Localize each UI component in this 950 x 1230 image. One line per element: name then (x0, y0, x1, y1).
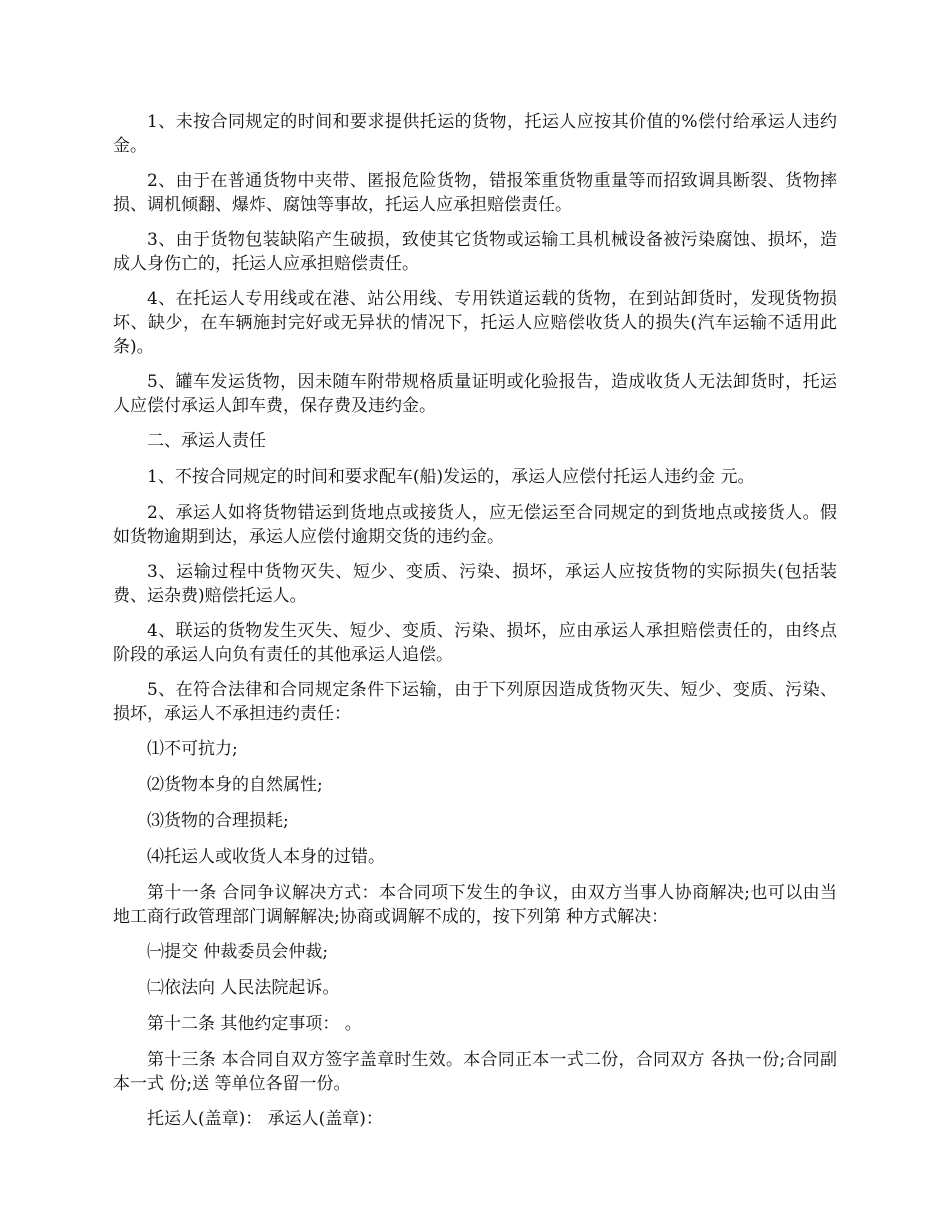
clause-paragraph: 2、由于在普通货物中夹带、匿报危险货物，错报笨重货物重量等而招致调具断裂、货物摔损、调机倾翻、爆炸、腐蚀等事故，托运人应承担赔偿责任。 (113, 171, 837, 215)
clause-paragraph: 3、运输过程中货物灭失、短少、变质、污染、损坏，承运人应按货物的实际损失(包括装费、运杂费)赔偿托运人。 (113, 562, 837, 606)
list-item: ㈠提交 仲裁委员会仲裁; (147, 942, 329, 962)
document-body (113, 110, 837, 1143)
clause-paragraph: 第十二条 其他约定事项： 。 (147, 1014, 362, 1034)
list-item: ⑶货物的合理损耗; (147, 811, 289, 831)
list-item: ⑴不可抗力; (147, 739, 238, 759)
list-item: ⑵货物本身的自然属性; (147, 775, 323, 795)
clause-paragraph: 4、联运的货物发生灭失、短少、变质、污染、损坏，应由承运人承担赔偿责任的，由终点阶段的承运人向负有责任的其他承运人追偿。 (113, 621, 837, 665)
clause-paragraph: 4、在托运人专用线或在港、站公用线、专用铁道运载的货物，在到站卸货时，发现货物损坏、缺少，在车辆施封完好或无异状的情况下，托运人应赔偿收货人的损失(汽车运输不适用此条)。 (113, 289, 837, 357)
clause-paragraph: 第十三条 本合同自双方签字盖章时生效。本合同正本一式二份，合同双方 各执一份;合同副本一式 份;送 等单位各留一份。 (113, 1050, 837, 1094)
clause-paragraph: 5、罐车发运货物，因未随车附带规格质量证明或化验报告，造成收货人无法卸货时，托运人应偿付承运人卸车费，保存费及违约金。 (113, 372, 837, 416)
clause-paragraph: 第十一条 合同争议解决方式：本合同项下发生的争议，由双方当事人协商解决;也可以由当地工商行政管理部门调解解决;协商或调解不成的，按下列第 种方式解决： (113, 883, 837, 927)
clause-paragraph: 2、承运人如将货物错运到货地点或接货人，应无偿运至合同规定的到货地点或接货人。假如货物逾期到达，承运人应偿付逾期交货的违约金。 (113, 503, 837, 547)
clause-paragraph: 3、由于货物包装缺陷产生破损，致使其它货物或运输工具机械设备被污染腐蚀、损坏，造成人身伤亡的，托运人应承担赔偿责任。 (113, 230, 837, 274)
list-item: ㈡依法向 人民法院起诉。 (147, 978, 340, 998)
clause-paragraph: 5、在符合法律和合同规定条件下运输，由于下列原因造成货物灭失、短少、变质、污染、损坏，承运人不承担违约责任： (113, 680, 837, 724)
clause-paragraph: 1、不按合同规定的时间和要求配车(船)发运的，承运人应偿付托运人违约金 元。 (147, 467, 755, 487)
signature-line: 托运人(盖章)： 承运人(盖章)： (147, 1109, 383, 1129)
clause-paragraph: 1、未按合同规定的时间和要求提供托运的货物，托运人应按其价值的%偿付给承运人违约金。 (113, 112, 837, 156)
list-item: ⑷托运人或收货人本身的过错。 (147, 847, 385, 867)
section-heading: 二、承运人责任 (147, 431, 266, 451)
